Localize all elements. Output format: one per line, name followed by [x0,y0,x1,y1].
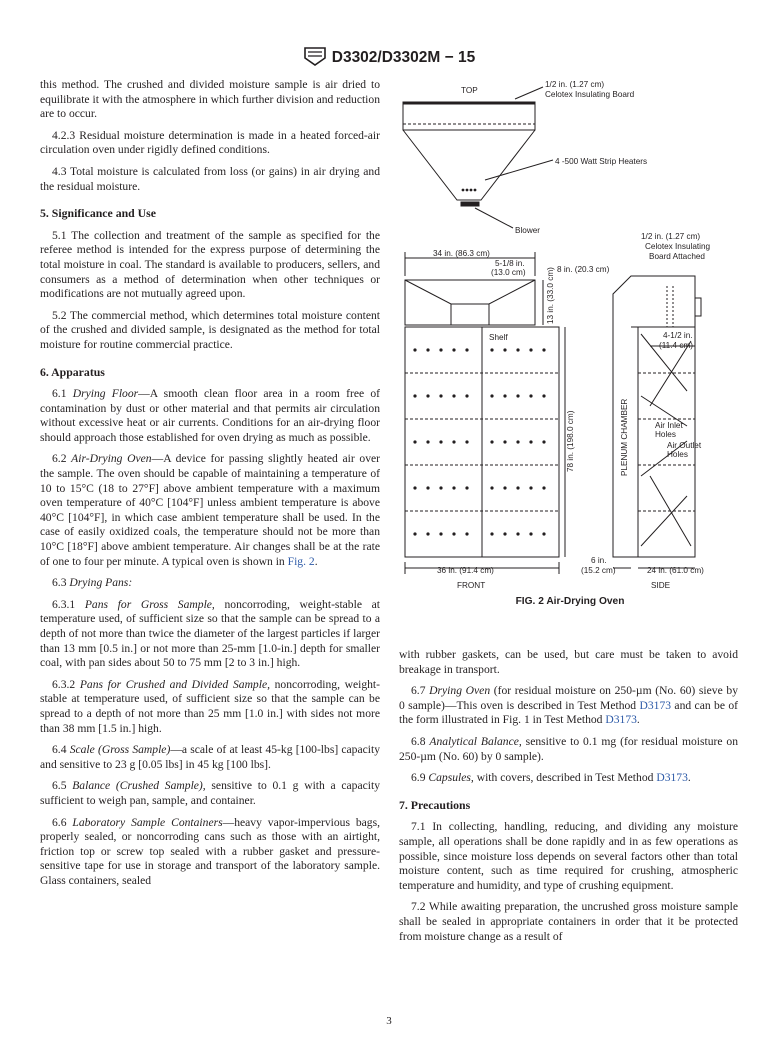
text: noncorroding, weight-stable at temperature used, of sufficient size so that the sample can be spread to a depth of not more than twice the diameter of the largest particles if larger than 13 mm [0.5 in.] or not more than 25-mm [1.0-in.] depth for smaller coal, with pan sides about 50 to 75 mm [2 to 3 in.] high. [40,597,380,670]
fig-inlet-1: Air Inlet [655,421,683,430]
term: Capsules, [428,771,474,785]
fig-dim-5-1-8a: 5-1/8 in. [495,259,525,268]
term: Pans for Crushed and Divided Sample, [79,677,270,691]
term: Pans for Gross Sample, [84,597,215,611]
side-handle [695,298,701,316]
top-view-hopper [403,130,535,200]
term: Drying Oven [429,684,491,698]
text: —heavy vapor-impervious bags, properly sealed, or noncorroding cans such as those with an airtight, friction top or screw top sealed with a rubber gasket and pressure-sensitive tape for use in storage and transport of the laboratory sample. Glass containers, sealed [40,815,380,887]
d3173-link[interactable]: D3173 [605,713,637,727]
term: Air-Drying Oven [71,452,152,466]
fig-shelf: Shelf [489,333,508,342]
fig-plenum: PLENUM CHAMBER [620,398,629,476]
num: 6.6 [52,815,73,829]
front-top-box [405,280,535,325]
fig-dim-36: 36 in. (91.4 cm) [437,566,494,575]
num: 6.8 [411,734,430,748]
paragraph-6-4 [40,743,380,772]
text: noncorroding, weight-stable at temperature used, of sufficient size so that the sample can be spread to a depth of not more than 25 mm [1.0 in.] with sides not more than 38 mm [1.5 in.] high. [40,677,380,735]
paragraph-7-1: 7.1 In collecting, handling, reducing, and dividing any moisture sample, all operations shall be done rapidly and in as few operations as possible, since moisture loss depends on several factors other than total moisture content, such as time required for crushing, atmospheric temperature and humidity, and type of crushing equipment. [399,820,738,892]
paragraph-6-3-1 [40,598,380,671]
term: Balance (Crushed Sample), [72,779,206,793]
paragraph-6-6 [40,816,380,889]
text: sensitive to 0.1 mg (for residual moisture on 250-µm (No. 60) by 0 sample). [399,734,738,763]
paragraph-6-5 [40,779,380,808]
section-heading-7: 7. Precautions [399,797,471,812]
text-end: . [314,554,318,568]
num: 6.5 [52,779,73,793]
d3173-link[interactable]: D3173 [656,771,688,785]
fig-celotex-1: 1/2 in. (1.27 cm) [545,80,605,89]
left-column [40,78,380,896]
text: . [636,713,640,727]
astm-logo-icon [303,46,327,66]
paragraph-4-2-3: 4.2.3 Residual moisture determination is made in a heated forced-air circulation oven under rigidly defined conditions. [40,128,380,157]
air-flow-arrows [641,334,691,546]
fig-dim-6a: 6 in. [591,556,607,565]
term: Drying Pans: [69,576,133,590]
fig-side-celotex-3: Board Attached [649,252,705,261]
num: 6.2 [52,452,72,466]
paragraph-cont: with rubber gaskets, can be used, but care must be taken to avoid breakage in transport. [399,648,738,676]
paragraph-6-1 [40,387,380,445]
text: and can be of the form illustrated in Fig. 1 in Test Method [399,698,739,727]
text: sensitive to 0.1 g with a capacity sufficient to weigh pan, sample, and container. [40,779,381,807]
top-view-upper-box [403,102,535,130]
text: . [687,771,691,785]
page-header [0,46,778,67]
fig-dim-4-1-2b: (11.4 cm) [659,341,693,350]
fig-outlet-1: Air Outlet [667,441,702,450]
text: —A smooth clean floor area in a room free of contamination by dust or other material and that permits air circulation without excessive heat or air currents. Conditions for an air-drying floor should approach those established for oven drying as much as possible. [40,387,381,444]
fig-outlet-2: Holes [667,450,688,459]
blower-shape [461,202,479,206]
paragraph-5-2: 5.2 The commercial method, which determines total moisture content of the crushed and divided sample, is designated as the method for total moisture for routine commercial practice. [40,308,380,351]
num: 6.4 [52,743,70,757]
paragraph-6-3-2 [40,678,380,736]
num: 6.1 [52,387,73,401]
page-number: 3 [386,1015,392,1027]
fig-front-label: FRONT [457,581,486,590]
paragraph-6-8 [399,735,738,764]
num: 6.3 [52,576,70,590]
fig-dim-24: 24 in. (61.0 cm) [647,566,704,575]
d3173-link[interactable]: D3173 [639,698,672,712]
fig-dim-13: 13 in. (33.0 cm) [546,267,555,324]
paragraph-7-2: 7.2 While awaiting preparation, the uncrushed gross moisture sample shall be sealed in appropriate containers in order that it be protected from moisture change as a result of [399,900,738,943]
fig-2-link[interactable]: Fig. 2 [287,554,315,568]
section-heading-6: 6. Apparatus [40,364,105,379]
fig-dim-34: 34 in. (86.3 cm) [433,249,490,258]
fig-heaters: 4 -500 Watt Strip Heaters [555,157,648,166]
designation: D3302/D3302M − 15 [331,49,476,66]
fig-side-label: SIDE [651,581,671,590]
paragraph-6-7 [399,684,738,728]
num: 6.3.2 [52,677,80,691]
text: —A device for passing slightly heated air over the sample. The oven should be capable of maintaining a temperature of 10 to 15°C (18 to 27°F] above ambient temperature with a maximum oven temperature of 40°C [104°F] unless ambient temperature is above 40°C [104°F], in which case ambient temperature shall be used. In the case of easily oxidized coals, the temperature should not be more than 10°C [18°F] above ambient temperature. Air changes shall be at the rate of one to four per minute. A typical oven is shown in [40,452,381,568]
term: Scale (Gross Sample) [69,743,171,757]
num: 6.9 [411,771,429,785]
text: (for residual moisture on 250-µm (No. 60) sieve by 0 sample)—This oven is described in Test Method [399,684,738,712]
paragraph-6-2 [40,452,380,569]
term: Drying Floor [72,387,139,401]
fig-inlet-2: Holes [655,430,676,439]
paragraph-6-9 [399,771,738,786]
fig-dim-78: 78 in. (198.0 cm) [566,410,575,472]
figure-2-diagram [395,76,745,616]
fig-top-label: TOP [461,86,478,95]
text: with covers, described in Test Method [473,771,657,785]
section-heading-5: 5. Significance and Use [40,206,157,221]
paragraph-6-3 [40,576,380,591]
fig-side-celotex-1: 1/2 in. (1.27 cm) [641,232,701,241]
fig-blower: Blower [515,226,541,235]
term: Laboratory Sample Containers [72,815,223,829]
fig-dim-8: 8 in. (20.3 cm) [557,265,610,274]
paragraph-5-1: 5.1 The collection and treatment of the sample as specified for the referee method is intended for the express purpose of determining the total moisture in coal. The standard is available to producers, sellers, and consumers as a method of determination when other techniques or modifications are not mutually agreed upon. [40,228,380,301]
fig-dim-6b: (15.2 cm) [581,566,616,575]
paragraph-intro: this method. The crushed and divided moisture sample is air dried to equilibrate it with the atmosphere in which further division and reduction are to occur. [40,78,380,121]
num: 6.7 [411,684,430,698]
term: Analytical Balance, [429,734,522,748]
right-column [399,648,738,951]
fig-side-celotex-2: Celotex Insulating [645,242,711,251]
fig-celotex-2: Celotex Insulating Board [545,90,635,99]
fig-dim-4-1-2a: 4-1/2 in. [663,331,693,340]
num: 6.3.1 [52,597,85,611]
air-drying-oven-drawing [395,76,745,616]
figure-caption: FIG. 2 Air-Drying Oven [515,596,625,607]
text: —a scale of at least 45-kg [100-lbs] capacity and sensitive to 23 g [0.05 lbs] in 45 kg [100 lbs]. [40,743,381,771]
fig-dim-5-1-8b: (13.0 cm) [491,268,526,277]
shelf-holes [413,189,545,536]
paragraph-4-3: 4.3 Total moisture is calculated from loss (or gains) in air drying and the residual moisture. [40,164,380,193]
